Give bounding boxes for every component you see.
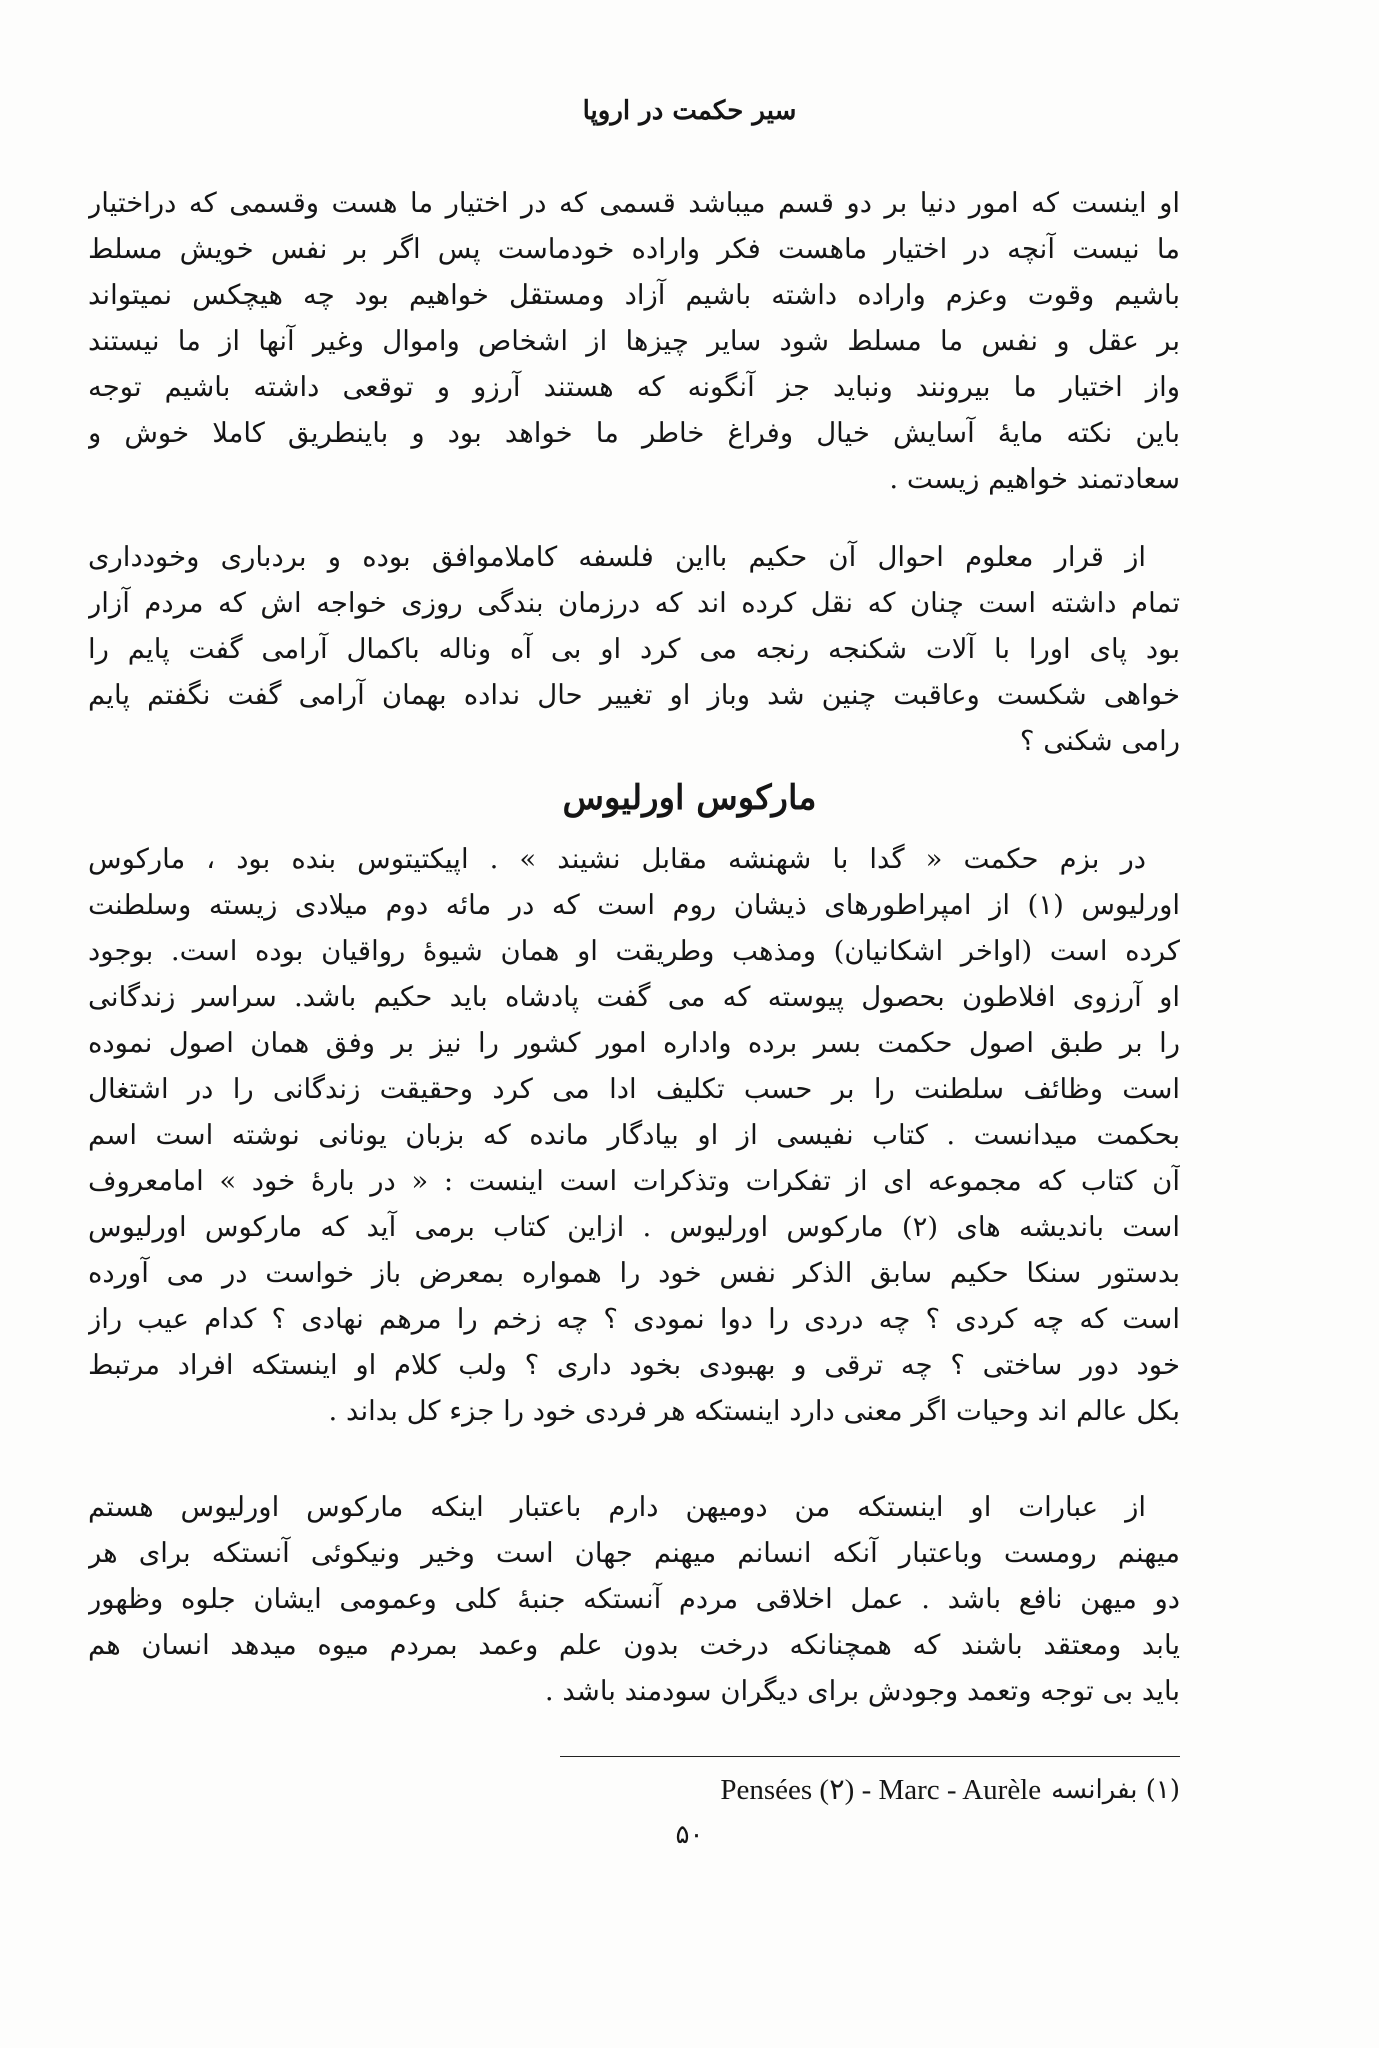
paragraph-epictetus-anecdote	[88, 534, 1180, 764]
text-line: از قرار معلوم احوال آن حکیم بااین فلسفه کاملاموافق بوده و بردباری وخودداری	[88, 541, 1146, 573]
text-line: باشیم وقوت وعزم واراده داشته باشیم آزاد ومستقل خواهیم بود چه هیچکس نمیتواند	[88, 279, 1180, 311]
text-line: بحکمت میدانست . کتاب نفیسی از او بیادگار مانده که بزبان یونانی نوشته است اسم	[88, 1119, 1180, 1151]
text-line: بود پای اورا با آلات شکنجه رنجه می کرد او بی آه وناله باکمال آرامی گفت پایم را	[88, 633, 1180, 665]
text-line: از عبارات او اینستکه من دومیهن دارم باعتبار اینکه مارکوس اورلیوس هستم	[88, 1491, 1146, 1523]
section-heading: مارکوس اورلیوس	[562, 778, 817, 818]
text-line: رامی شکنی ؟	[1019, 725, 1180, 757]
text-line: او اینست که امور دنیا بر دو قسم میباشد قسمی که در اختیار ما هست وقسمی که دراختیار	[88, 187, 1180, 219]
text-line: آن کتاب که مجموعه ای از تفکرات وتذکرات است اینست : « در بارهٔ خود » امامعروف	[88, 1165, 1180, 1197]
text-line: دو میهن نافع باشد . عمل اخلاقی مردم آنستکه جنبهٔ کلی وعمومی ایشان جلوه وظهور	[88, 1583, 1180, 1615]
text-line: خود دور ساختی ؟ چه ترقی و بهبودی بخود داری ؟ ولب کلام او اینستکه افراد مرتبط	[88, 1349, 1180, 1381]
page-number: ۵۰	[675, 1820, 704, 1850]
text-line: را بر طبق اصول حکمت بسر برده واداره امور کشور را نیز بر وفق همان اصول نموده	[88, 1027, 1180, 1059]
text-line: باید بی توجه وتعمد وجودش برای دیگران سودمند باشد .	[544, 1675, 1180, 1707]
paragraph-marcus-aurelius	[88, 836, 1180, 1434]
text-line: واز اختیار ما بیرونند ونباید جز آنگونه که هستند آرزو و توقعی داشته باشیم توجه	[88, 371, 1180, 403]
running-header: سیر حکمت در اروپا	[582, 96, 797, 126]
footnote	[300, 1770, 1180, 1810]
paragraph-stoic-teaching	[88, 180, 1180, 502]
text-line: است باندیشه های (۲) مارکوس اورلیوس . ازاین کتاب برمی آید که مارکوس اورلیوس	[88, 1211, 1180, 1243]
text-line: باین نکته مایهٔ آسایش خیال وفراغ خاطر ما خواهد بود و باینطریق کاملا خوش و	[88, 417, 1180, 449]
text-line: کرده است (اواخر اشکانیان) ومذهب وطریقت او همان شیوهٔ رواقیان بوده است. بوجود	[88, 935, 1180, 967]
footnote-latin-text: Pensées (۲) - Marc - Aurèle	[720, 1774, 1042, 1806]
text-line: خواهی شکست وعاقبت چنین شد وباز او تغییر حال نداده بهمان آرامی گفت نگفتم پایم	[88, 679, 1180, 711]
text-line: یابد ومعتقد باشند که همچنانکه درخت بدون علم وعمد بمردم میوه میدهد انسان هم	[88, 1629, 1180, 1661]
text-line: در بزم حکمت « گدا با شهنشه مقابل نشیند » . اپیکتیتوس بنده بود ، مارکوس	[88, 843, 1146, 875]
text-line: او آرزوی افلاطون بحصول پیوسته که می گفت پادشاه باید حکیم باشد. سراسر زندگانی	[88, 981, 1180, 1013]
text-line: بر عقل و نفس ما مسلط شود سایر چیزها از اشخاص واموال وغیر آنها از ما نیستند	[88, 325, 1180, 357]
footnote-persian-text: (۱) بفرانسه	[1051, 1775, 1180, 1805]
text-line: است که چه کردی ؟ چه دردی را دوا نمودی ؟ چه زخم را مرهم نهادی ؟ کدام عیب راز	[88, 1303, 1180, 1335]
text-line: میهنم رومست وباعتبار آنکه انسانم میهنم جهان است وخیر ونیکوئی آنستکه برای هر	[88, 1537, 1180, 1569]
text-line: بدستور سنکا حکیم سابق الذکر نفس خود را همواره بمعرض باز خواست در می آورده	[88, 1257, 1180, 1289]
text-line: سعادتمند خواهیم زیست .	[889, 463, 1180, 495]
text-line: است وظائف سلطنت را بر حسب تکلیف ادا می کرد وحقیقت زندگانی را در اشتغال	[88, 1073, 1180, 1105]
text-line: بکل عالم اند وحیات اگر معنی دارد اینستکه هر فردی خود را جزء کل بداند .	[328, 1395, 1180, 1427]
text-line: ما نیست آنچه در اختیار ماهست فکر واراده خودماست پس اگر بر نفس خویش مسلط	[88, 233, 1180, 265]
text-line: تمام داشته است چنان که نقل کرده اند که درزمان بندگی روزی خواجه اش که مردم آزار	[88, 587, 1180, 619]
text-line: اورلیوس (۱) از امپراطورهای ذیشان روم است که در مائه دوم میلادی زیسته وسلطنت	[88, 889, 1180, 921]
paragraph-two-homelands	[88, 1484, 1180, 1714]
footnote-divider	[560, 1756, 1180, 1757]
